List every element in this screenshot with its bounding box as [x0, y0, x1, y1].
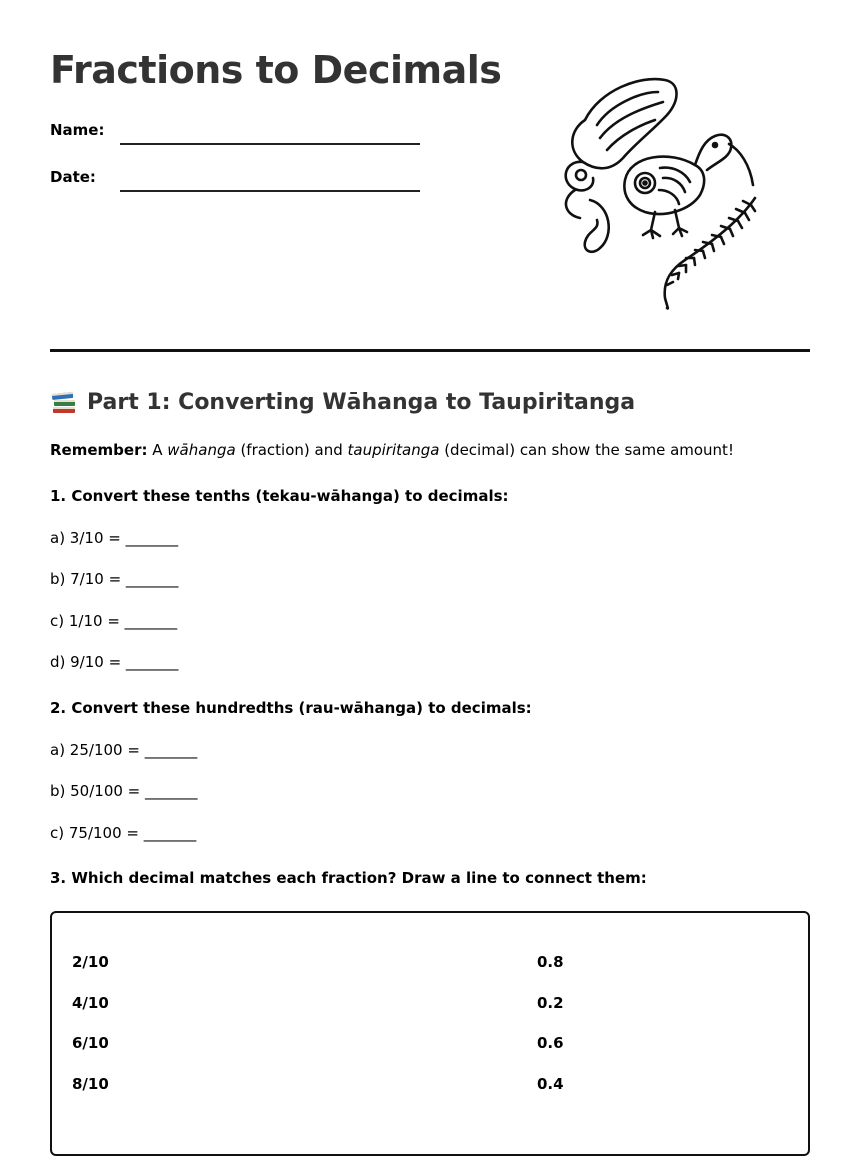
q2-heading: 2. Convert these hundredths (rau-wāhanga) to decimals: — [50, 699, 532, 717]
q3-heading: 3. Which decimal matches each fraction? Draw a line to connect them: — [50, 869, 647, 887]
remember-term-fraction: wāhanga — [167, 441, 236, 459]
q1-heading: 1. Convert these tenths (tekau-wāhanga) to decimals: — [50, 487, 509, 505]
remember-note — [50, 441, 734, 459]
match-fraction: 8/10 — [72, 1075, 109, 1093]
match-fraction: 4/10 — [72, 994, 109, 1012]
section-divider — [50, 349, 810, 352]
remember-term-decimal: taupiritanga — [347, 441, 440, 459]
maori-bird-fern-illustration — [555, 70, 765, 315]
remember-text-2: (fraction) and — [235, 441, 348, 459]
matching-box — [50, 911, 810, 1156]
match-fraction: 6/10 — [72, 1034, 109, 1052]
remember-label: Remember: — [50, 441, 148, 459]
date-label: Date: — [50, 168, 96, 186]
remember-text-3: (decimal) can show the same amount! — [439, 441, 734, 459]
match-decimal: 0.4 — [537, 1075, 564, 1093]
worksheet-title: Fractions to Decimals — [50, 48, 502, 92]
part1-heading — [50, 388, 635, 416]
q2-item-b: b) 50/100 = _______ — [50, 782, 198, 800]
books-icon — [50, 388, 78, 416]
match-decimal: 0.8 — [537, 953, 564, 971]
name-line — [120, 143, 420, 145]
q1-item-c: c) 1/10 = _______ — [50, 612, 178, 630]
date-line — [120, 190, 420, 192]
q1-item-a: a) 3/10 = _______ — [50, 529, 179, 547]
remember-text-1: A — [147, 441, 168, 459]
match-decimal: 0.6 — [537, 1034, 564, 1052]
q2-item-c: c) 75/100 = _______ — [50, 824, 197, 842]
match-fraction: 2/10 — [72, 953, 109, 971]
match-decimal: 0.2 — [537, 994, 564, 1012]
part1-heading-text: Part 1: Converting Wāhanga to Taupiritanga — [87, 389, 636, 415]
name-label: Name: — [50, 121, 105, 139]
q2-item-a: a) 25/100 = _______ — [50, 741, 198, 759]
q1-item-b: b) 7/10 = _______ — [50, 570, 179, 588]
q1-item-d: d) 9/10 = _______ — [50, 653, 179, 671]
